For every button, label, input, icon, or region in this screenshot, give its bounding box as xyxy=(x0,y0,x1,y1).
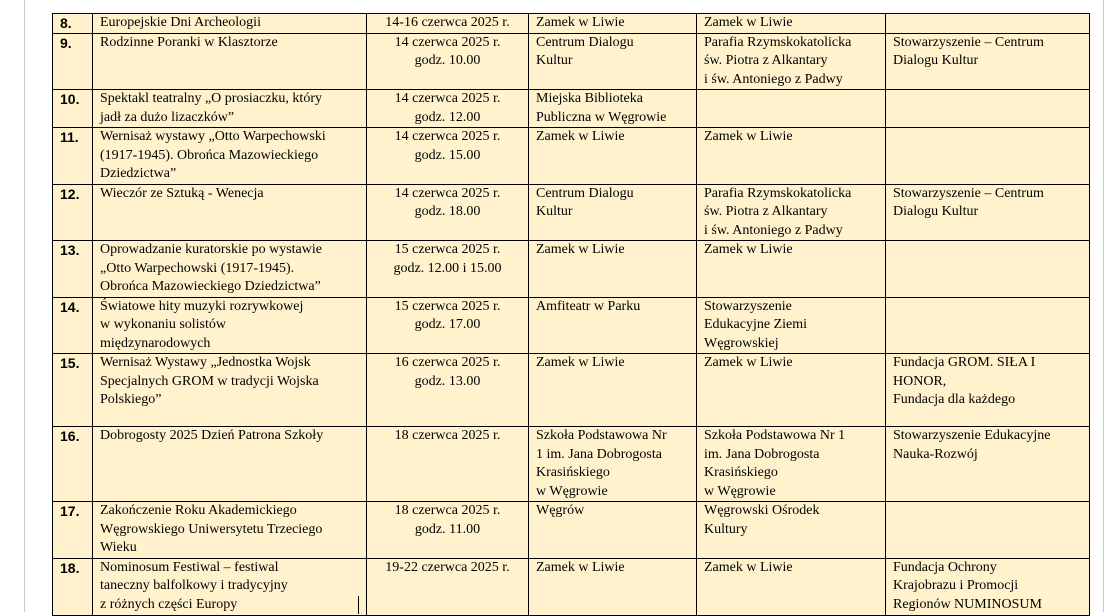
event-organizer-cell xyxy=(697,558,886,615)
event-partner-line: HONOR, xyxy=(893,373,947,389)
event-organizer-line: Węgrowski Ośrodek xyxy=(704,503,820,518)
event-place-line: w Węgrowie xyxy=(536,483,608,499)
event-title-cell xyxy=(93,558,367,615)
event-organizer-cell xyxy=(697,128,886,185)
event-title-line: Światowe hity muzyki rozrywkowej xyxy=(100,298,304,314)
event-organizer-line: Parafia Rzymskokatolicka xyxy=(704,34,852,50)
event-place-line: Zamek w Liwie xyxy=(536,15,625,30)
table-row xyxy=(53,90,1090,128)
event-organizer-line: Parafia Rzymskokatolicka xyxy=(704,185,852,201)
event-number-cell: 11. xyxy=(53,128,93,185)
event-organizer-line: Kultury xyxy=(704,521,748,537)
event-organizer-cell xyxy=(697,241,886,298)
event-partner-line: Stowarzyszenie – Centrum xyxy=(893,34,1044,50)
event-organizer-cell xyxy=(697,184,886,241)
event-date-line: godz. 18.00 xyxy=(414,204,481,219)
event-title-line: (1917-1945). Obrońca Mazowieckiego xyxy=(100,147,319,163)
event-place-line: Kultur xyxy=(536,53,573,68)
table-row xyxy=(53,354,1090,427)
event-organizer-line: Zamek w Liwie xyxy=(704,129,793,144)
event-organizer-line: Zamek w Liwie xyxy=(704,355,793,370)
event-organizer-cell xyxy=(697,427,886,502)
event-place-cell xyxy=(529,128,697,185)
event-organizer-line: im. Jana Dobrogosta xyxy=(704,446,820,462)
event-organizer-line: św. Piotra z Alkantary xyxy=(704,204,828,219)
event-number-cell: 13. xyxy=(53,241,93,298)
event-number-cell: 9. xyxy=(53,33,93,90)
table-row xyxy=(53,297,1090,354)
event-title-line: Nominosum Festiwal – festiwal xyxy=(100,559,279,575)
event-place-line: Zamek w Liwie xyxy=(536,559,625,575)
table-row xyxy=(53,241,1090,298)
events-table xyxy=(52,13,1090,616)
event-date-line: godz. 12.00 i 15.00 xyxy=(393,260,502,276)
event-partner-line: Krajobrazu i Promocji xyxy=(893,578,1019,593)
event-date-cell xyxy=(367,427,529,502)
event-organizer-line: Węgrowskiej xyxy=(704,335,779,351)
event-partner-cell xyxy=(886,297,1090,354)
event-organizer-line: Szkoła Podstawowa Nr 1 xyxy=(704,428,846,443)
event-title-line: Dziedzictwa” xyxy=(100,166,177,181)
event-title-line: z różnych części Europy xyxy=(100,596,359,615)
event-date-cell xyxy=(367,558,529,615)
event-partner-cell xyxy=(886,14,1090,34)
event-place-cell xyxy=(529,90,697,128)
event-title-cell xyxy=(93,128,367,185)
event-title-line: Dobrogosty 2025 Dzień Patrona Szkoły xyxy=(100,428,324,443)
event-title-line: Polskiego” xyxy=(100,392,162,407)
event-date-line: 14 czerwca 2025 r. xyxy=(394,34,501,50)
event-title-line: Specjalnych GROM w tradycji Wojska xyxy=(100,373,319,389)
event-organizer-cell xyxy=(697,14,886,34)
event-date-line: godz. 10.00 xyxy=(414,53,481,68)
event-place-line: Krasińskiego xyxy=(536,465,610,480)
event-title-cell xyxy=(93,502,367,559)
event-place-line: Zamek w Liwie xyxy=(536,355,625,370)
event-number-cell: 8. xyxy=(53,14,93,34)
event-organizer-cell xyxy=(697,502,886,559)
event-organizer-line: Krasińskiego xyxy=(704,465,778,480)
event-title-line: Węgrowskiego Uniwersytetu Trzeciego xyxy=(100,521,323,537)
event-date-cell xyxy=(367,502,529,559)
event-organizer-cell xyxy=(697,297,886,354)
event-number-cell: 15. xyxy=(53,354,93,427)
event-date-cell xyxy=(367,241,529,298)
event-place-cell xyxy=(529,14,697,34)
event-number-cell: 14. xyxy=(53,297,93,354)
event-date-line: 14 czerwca 2025 r. xyxy=(394,91,501,106)
event-title-cell xyxy=(93,33,367,90)
event-organizer-line: Stowarzyszenie xyxy=(704,298,792,314)
event-organizer-line: Zamek w Liwie xyxy=(704,15,793,30)
event-date-line: 15 czerwca 2025 r. xyxy=(394,298,501,314)
event-title-line: międzynarodowych xyxy=(100,335,211,351)
event-title-line: Wernisaż wystawy „Otto Warpechowski xyxy=(100,129,326,144)
event-title-cell xyxy=(93,184,367,241)
event-title-cell xyxy=(93,90,367,128)
event-place-line: Szkoła Podstawowa Nr xyxy=(536,428,667,443)
event-organizer-cell xyxy=(697,354,886,427)
event-number-cell: 10. xyxy=(53,90,93,128)
event-date-line: 16 czerwca 2025 r. xyxy=(394,355,501,370)
event-organizer-line: św. Piotra z Alkantary xyxy=(704,53,828,68)
event-title-line: jadł za dużo lizaczków” xyxy=(100,109,235,125)
table-row xyxy=(53,33,1090,90)
event-partner-line: Stowarzyszenie Edukacyjne xyxy=(893,428,1051,443)
event-date-line: 14-16 czerwca 2025 r. xyxy=(385,15,510,30)
event-partner-cell xyxy=(886,33,1090,90)
event-partner-line: Regionów NUMINOSUM xyxy=(893,596,1042,612)
event-title-cell xyxy=(93,354,367,427)
event-date-line: 18 czerwca 2025 r. xyxy=(394,503,501,518)
event-place-line: Publiczna w Węgrowie xyxy=(536,109,667,125)
event-place-cell xyxy=(529,184,697,241)
event-title-line: Europejskie Dni Archeologii xyxy=(100,15,261,30)
event-place-cell xyxy=(529,33,697,90)
table-row xyxy=(53,14,1090,34)
table-row xyxy=(53,502,1090,559)
event-place-cell xyxy=(529,297,697,354)
event-date-cell xyxy=(367,297,529,354)
event-place-line: Zamek w Liwie xyxy=(536,129,625,144)
event-number-cell: 18. xyxy=(53,558,93,615)
event-partner-cell xyxy=(886,354,1090,427)
event-date-line: 15 czerwca 2025 r. xyxy=(394,242,501,257)
event-partner-cell xyxy=(886,502,1090,559)
event-place-line: Centrum Dialogu xyxy=(536,185,634,201)
event-place-line: 1 im. Jana Dobrogosta xyxy=(536,446,662,462)
event-title-line: Obrońca Mazowieckiego Dziedzictwa” xyxy=(100,279,321,294)
event-date-line: 14 czerwca 2025 r. xyxy=(394,129,501,144)
event-place-line: Kultur xyxy=(536,204,573,219)
event-date-cell xyxy=(367,354,529,427)
event-title-line: Oprowadzanie kuratorskie po wystawie xyxy=(100,242,322,257)
table-row xyxy=(53,128,1090,185)
page-frame-left xyxy=(24,0,25,612)
event-partner-cell xyxy=(886,184,1090,241)
event-partner-cell xyxy=(886,128,1090,185)
event-date-line: 14 czerwca 2025 r. xyxy=(394,185,501,201)
event-place-cell xyxy=(529,427,697,502)
event-title-line: taneczny balfolkowy i tradycyjny xyxy=(100,578,288,593)
event-title-cell xyxy=(93,241,367,298)
event-organizer-line: Edukacyjne Ziemi xyxy=(704,317,808,332)
table-row xyxy=(53,184,1090,241)
event-place-line: Węgrów xyxy=(536,503,585,518)
event-title-cell xyxy=(93,297,367,354)
event-date-cell xyxy=(367,14,529,34)
event-partner-line: Fundacja GROM. SIŁA I xyxy=(893,355,1036,370)
event-date-line: godz. 13.00 xyxy=(414,373,481,389)
event-organizer-line: w Węgrowie xyxy=(704,483,776,499)
event-title-line: w wykonaniu solistów xyxy=(100,317,226,332)
event-title-line: Spektakl teatralny „O prosiaczku, który xyxy=(100,91,322,106)
event-title-line: Wernisaż Wystawy „Jednostka Wojsk xyxy=(100,355,311,370)
events-table-body xyxy=(53,14,1090,616)
event-partner-line: Fundacja Ochrony xyxy=(893,559,997,575)
event-organizer-cell xyxy=(697,90,886,128)
event-place-cell xyxy=(529,241,697,298)
event-title-line: Wieku xyxy=(100,540,137,555)
event-title-line: „Otto Warpechowski (1917-1945). xyxy=(100,260,295,276)
event-organizer-line: i św. Antoniego z Padwy xyxy=(704,71,843,87)
event-date-cell xyxy=(367,33,529,90)
event-title-cell xyxy=(93,427,367,502)
table-row xyxy=(53,427,1090,502)
event-partner-cell xyxy=(886,241,1090,298)
event-title-cell xyxy=(93,14,367,34)
event-date-line: godz. 12.00 xyxy=(414,109,481,125)
event-partner-cell xyxy=(886,558,1090,615)
event-date-cell xyxy=(367,90,529,128)
event-place-line: Centrum Dialogu xyxy=(536,34,634,50)
event-partner-cell xyxy=(886,427,1090,502)
event-number-cell: 12. xyxy=(53,184,93,241)
event-partner-line: Stowarzyszenie – Centrum xyxy=(893,185,1044,201)
event-organizer-line: Zamek w Liwie xyxy=(704,242,793,257)
event-place-line: Amfiteatr w Parku xyxy=(536,298,641,314)
event-place-cell xyxy=(529,502,697,559)
event-date-line: 18 czerwca 2025 r. xyxy=(394,428,501,443)
event-date-line: godz. 15.00 xyxy=(414,147,481,163)
event-place-line: Zamek w Liwie xyxy=(536,242,625,257)
event-title-line: Zakończenie Roku Akademickiego xyxy=(100,503,297,518)
event-title-line: Rodzinne Poranki w Klasztorze xyxy=(100,34,278,50)
event-number-cell: 17. xyxy=(53,502,93,559)
event-date-cell xyxy=(367,184,529,241)
event-place-cell xyxy=(529,558,697,615)
page-frame-right xyxy=(1103,0,1104,612)
event-date-line: godz. 17.00 xyxy=(414,317,481,332)
event-organizer-line: Zamek w Liwie xyxy=(704,559,793,575)
event-date-line: 19-22 czerwca 2025 r. xyxy=(385,559,510,575)
event-partner-line: Fundacja dla każdego xyxy=(893,392,1016,407)
event-organizer-cell xyxy=(697,33,886,90)
event-partner-line: Dialogu Kultur xyxy=(893,53,979,68)
event-title-line: Wieczór ze Sztuką - Wenecja xyxy=(100,185,264,201)
event-organizer-line: i św. Antoniego z Padwy xyxy=(704,222,843,238)
event-number-cell: 16. xyxy=(53,427,93,502)
event-partner-line: Nauka-Rozwój xyxy=(893,446,978,462)
event-partner-cell xyxy=(886,90,1090,128)
event-partner-line: Dialogu Kultur xyxy=(893,204,979,219)
event-date-line: godz. 11.00 xyxy=(414,521,481,537)
event-date-cell xyxy=(367,128,529,185)
event-place-cell xyxy=(529,354,697,427)
table-row xyxy=(53,558,1090,615)
event-place-line: Miejska Biblioteka xyxy=(536,91,643,106)
